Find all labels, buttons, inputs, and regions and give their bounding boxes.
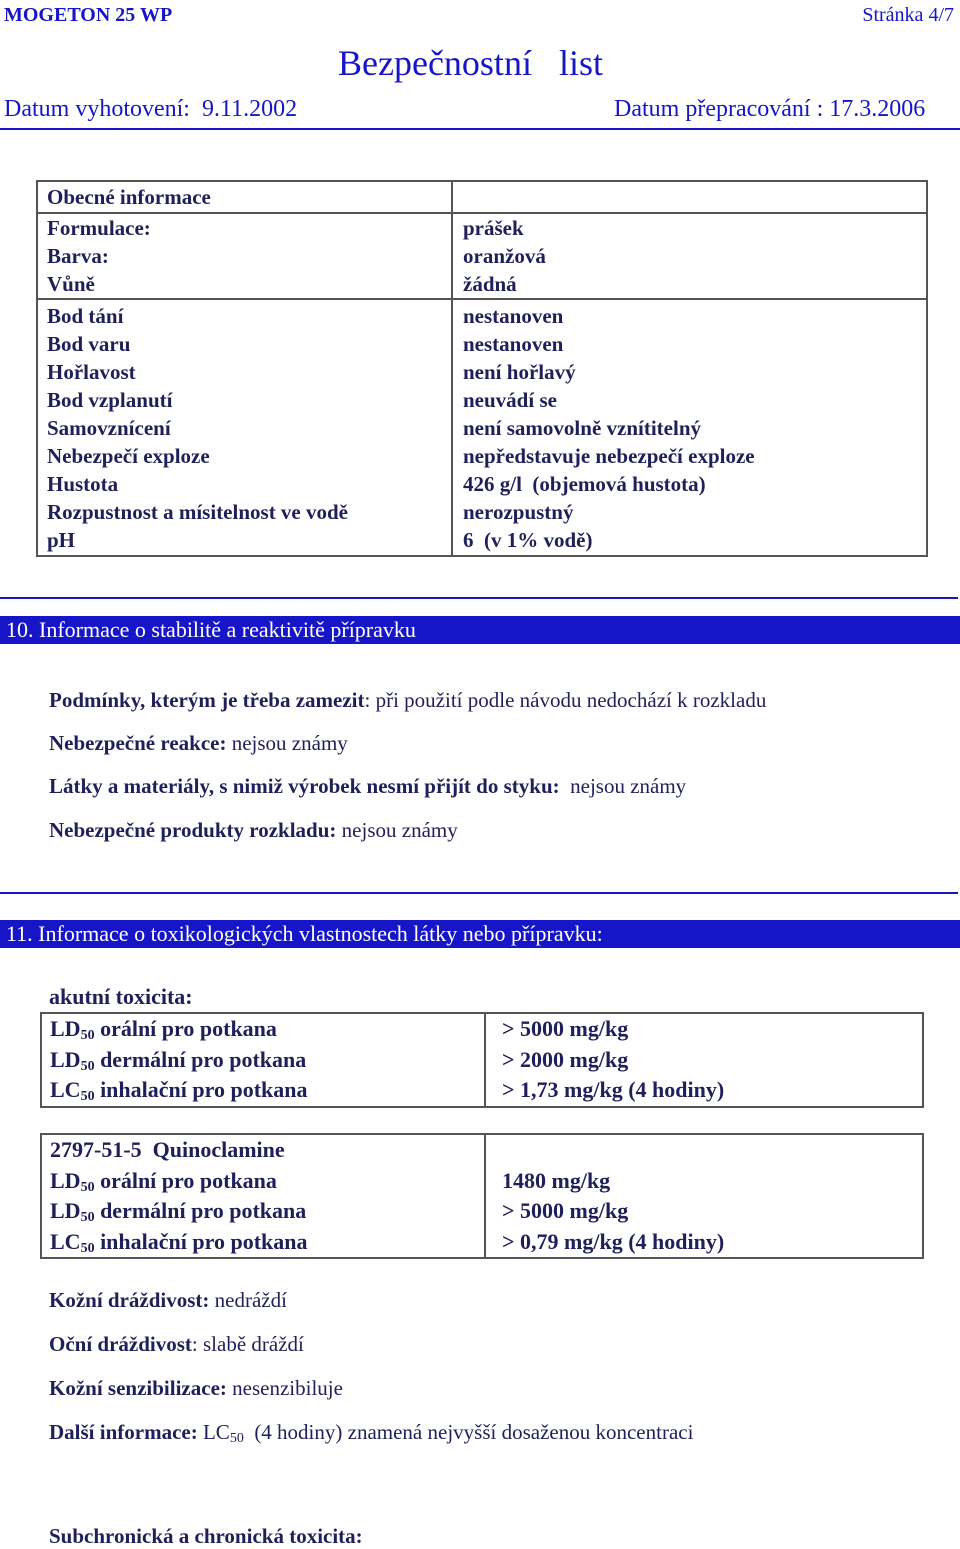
more-info-label: Další informace: [49,1420,198,1444]
skin-irritation-value: nedráždí [214,1288,287,1312]
property-label: Vůně [47,272,95,296]
tox-test-value: > 5000 mg/kg [502,1016,629,1041]
page-number: Stránka 4/7 [862,4,954,26]
stability-item [49,731,348,756]
revised-date [614,96,925,123]
stability-item-label: Nebezpečné produkty rozkladu: [49,818,337,842]
property-value: 426 g/l (objemová hustota) [463,472,706,496]
property-label: Hustota [47,472,119,496]
skin-irritation-label: Kožní dráždivost: [49,1288,210,1312]
property-value: není samovolně vznítitelný [463,416,702,440]
stability-item-label: Látky a materiály, s nimiž výrobek nesmí přijít do styku: [49,774,560,798]
skin-irritation [49,1288,287,1313]
tox-test-value: > 5000 mg/kg [502,1198,629,1223]
property-label: pH [47,528,76,552]
property-value: 6 (v 1% vodě) [463,528,593,552]
created-value: 9.11.2002 [201,96,298,122]
property-label: Formulace: [47,216,151,240]
revised-label: Datum přepracování : [614,96,824,122]
revised-value: 17.3.2006 [829,96,926,122]
header-divider [0,128,960,130]
skin-sensitization-value: nesenzibiluje [232,1376,343,1400]
tox-test-label: $LD_{50}$ dermální pro potkana [50,1198,307,1225]
quinoclamine-table [40,1133,924,1259]
property-value: oranžová [463,244,546,268]
eye-irritation-label: Oční dráždivost [49,1332,192,1356]
acute-toxicity-table [40,1012,924,1108]
stability-item-label: Podmínky, kterým je třeba zamezit [49,688,365,712]
property-label: Bod tání [47,304,124,328]
stability-item-label: Nebezpečné reakce: [49,731,227,755]
section-11-divider [0,892,958,894]
property-value: nestanoven [463,304,564,328]
section-10-divider [0,597,958,599]
eye-irritation [49,1332,304,1357]
property-label: Barva: [47,244,109,268]
property-value: nepředstavuje nebezpečí exploze [463,444,755,468]
substance-name: 2797-51-5 Quinoclamine [50,1137,285,1162]
product-name: MOGETON 25 WP [4,4,173,26]
stability-item-value: nejsou známy [570,774,687,798]
property-label: Bod vzplanutí [47,388,173,412]
tox-test-value: > 1,73 mg/kg (4 hodiny) [502,1077,725,1102]
tox-test-label: $LD_{50}$ orální pro potkana [50,1016,277,1043]
stability-item-value: nejsou známy [341,818,458,842]
more-info-value: (4 hodiny) znamená nejvyšší dosaženou koncentraci [243,1420,694,1444]
property-value: nestanoven [463,332,564,356]
eye-irritation-value: : slabě dráždí [191,1332,304,1356]
property-label: Nebezpečí exploze [47,444,210,468]
tox-test-label: $LC_{50}$ inhalační pro potkana [50,1228,308,1256]
property-label: Bod varu [47,332,131,356]
stability-item-value: při použití podle návodu nedochází k rozkladu [375,688,767,712]
stability-item [49,774,686,799]
created-date [4,96,297,123]
property-value: prášek [463,216,524,240]
general-info-heading: Obecné informace [47,185,211,209]
acute-toxicity-label: akutní toxicita: [49,984,193,1009]
section-10-heading: 10. Informace o stabilitě a reaktivitě přípravku [0,616,960,644]
property-value: neuvádí se [463,388,557,412]
tox-test-value: > 2000 mg/kg [502,1046,629,1072]
property-value: není hořlavý [463,360,576,384]
tox-test-label: $LD_{50}$ dermální pro potkana [50,1046,307,1074]
stability-item [49,818,458,843]
created-label: Datum vyhotovení: [4,96,190,122]
more-info: Další informace: $LC_{50}$ (4 hodiny) znamená nejvyšší dosaženou koncentraci [49,1420,694,1446]
stability-item-value: nejsou známy [231,731,348,755]
tox-test-value: 1480 mg/kg [502,1167,611,1193]
skin-sensitization-label: Kožní senzibilizace: [49,1376,227,1400]
chronic-toxicity-heading: Subchronická a chronická toxicita: [49,1524,363,1548]
document-title: Bezpečnostní list [338,43,603,83]
property-value: nerozpustný [463,500,574,524]
tox-test-label: $LC_{50}$ inhalační pro potkana [50,1077,308,1104]
general-info-table [36,180,928,557]
property-label: Rozpustnost a mísitelnost ve vodě [47,500,349,524]
property-label: Hořlavost [47,360,136,384]
property-label: Samovznícení [47,416,171,440]
tox-test-label: $LD_{50}$ orální pro potkana [50,1167,277,1195]
section-11-heading: 11. Informace o toxikologických vlastnostech látky nebo přípravku: [0,920,960,948]
stability-item: Podmínky, kterým je třeba zamezit: při použití podle návodu nedochází k rozkladu [49,688,767,712]
general-info-heading-cell [37,181,452,213]
property-value: žádná [463,272,517,296]
skin-sensitization [49,1376,343,1401]
tox-test-value: > 0,79 mg/kg (4 hodiny) [502,1228,725,1254]
